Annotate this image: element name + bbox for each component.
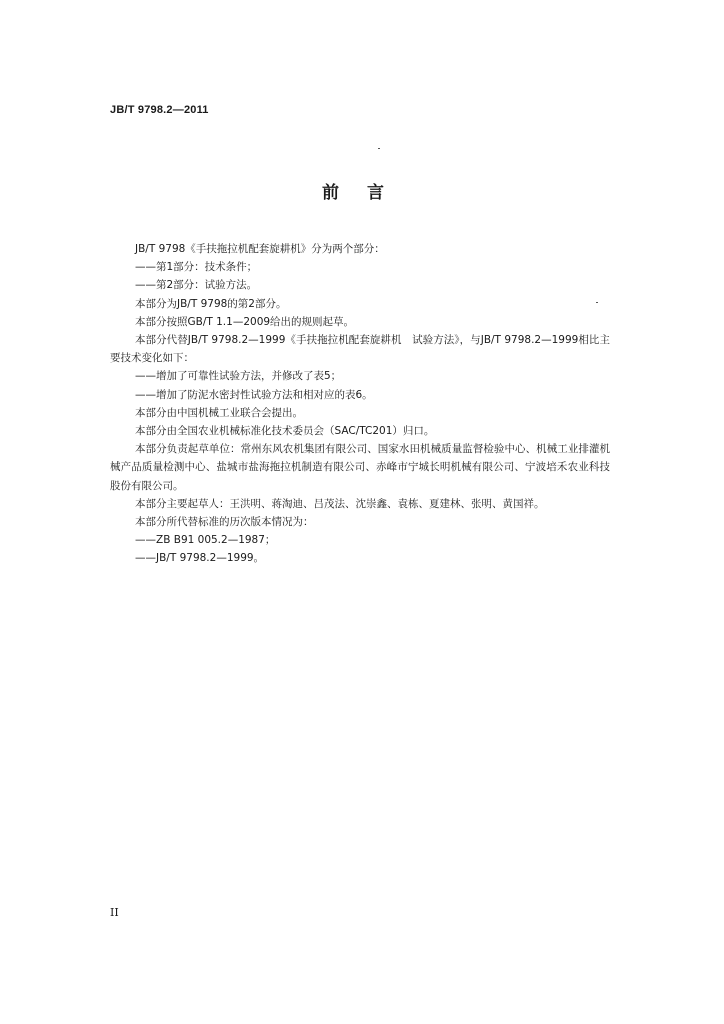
paragraph: ——第1部分：技术条件； — [135, 261, 258, 274]
standard-code: JB/T 9798.2—2011 — [110, 104, 209, 116]
scan-speck — [596, 302, 598, 303]
paragraph: 本部分所代替标准的历次版本情况为： — [135, 516, 314, 529]
paragraph: JB/T 9798《手扶拖拉机配套旋耕机》分为两个部分： — [135, 243, 385, 255]
foreword-body — [110, 240, 610, 568]
paragraph: 本部分按照GB/T 1.1—2009给出的规则起草。 — [135, 315, 355, 328]
paragraph: 本部分负责起草单位：常州东风农机集团有限公司、国家水田机械质量监督检验中心、机械工业排灌机械产品质量检测中心、盐城市盐海拖拉机制造有限公司、赤峰市宁城长明机械有限公司、宁波培禾农业科技股份有限公司。 — [110, 443, 610, 492]
paragraph: ——增加了可靠性试验方法，并修改了表5； — [135, 370, 342, 383]
paragraph: 本部分由全国农业机械标准化技术委员会（SAC/TC201）归口。 — [135, 425, 435, 438]
paragraph: ——增加了防泥水密封性试验方法和相对应的表6。 — [135, 388, 373, 401]
paragraph: 本部分为JB/T 9798的第2部分。 — [135, 297, 287, 310]
paragraph: 本部分由中国机械工业联合会提出。 — [135, 406, 303, 419]
paragraph: ——第2部分：试验方法。 — [135, 279, 258, 292]
paragraph: ——JB/T 9798.2—1999。 — [135, 552, 265, 565]
paragraph: 本部分代替JB/T 9798.2—1999《手扶拖拉机配套旋耕机 试验方法》，与JB/T 9798.2—1999相比主要技术变化如下： — [110, 334, 610, 365]
scan-speck — [378, 148, 380, 149]
paragraph: 本部分主要起草人：王洪明、蒋淘迪、吕茂法、沈崇鑫、袁栋、夏建林、张明、黄国祥。 — [135, 497, 545, 510]
page-number: II — [110, 906, 119, 919]
page-title: 前言 — [322, 183, 412, 203]
paragraph: ——ZB B91 005.2—1987； — [135, 534, 276, 547]
